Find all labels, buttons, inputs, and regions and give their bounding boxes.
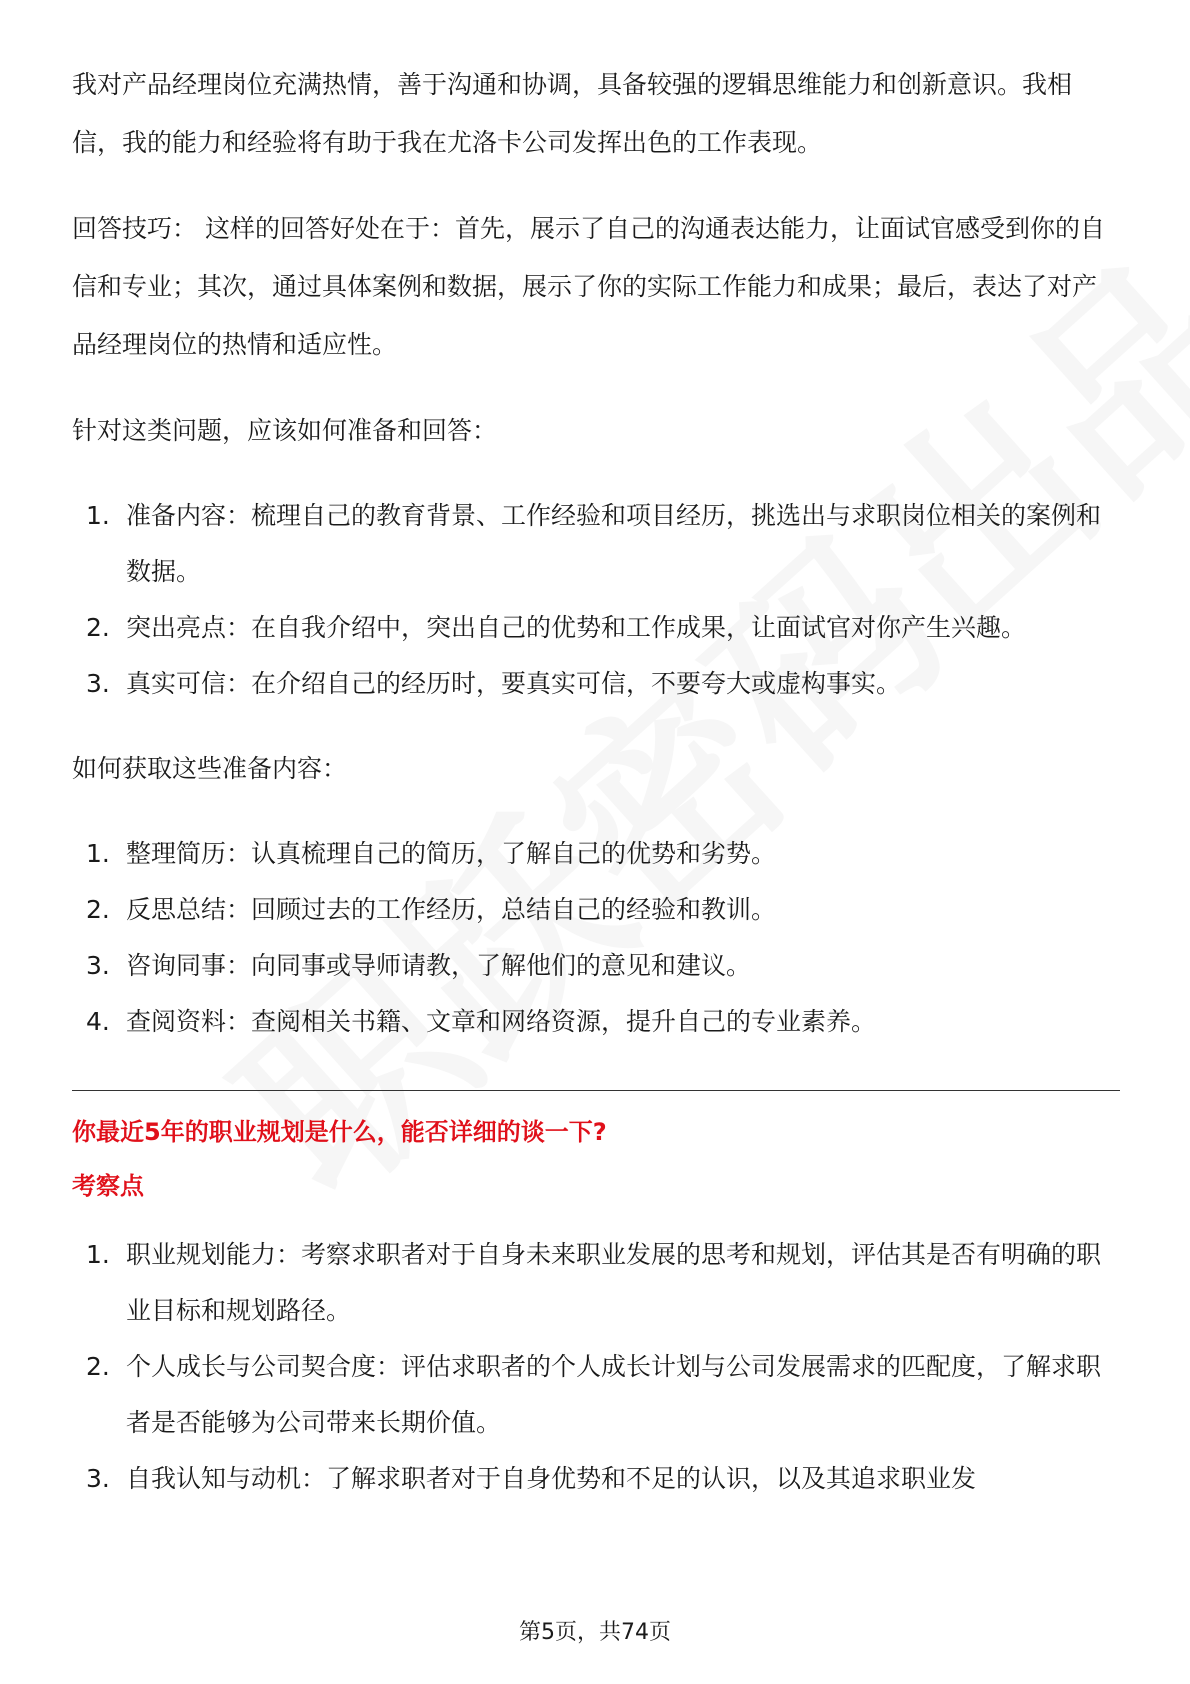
list-item-text: 自我认知与动机：了解求职者对于自身优势和不足的认识，以及其追求职业发 — [126, 1464, 977, 1493]
page-footer: 第5页，共74页 — [519, 1620, 671, 1645]
exam-points-heading: 考察点 — [72, 1172, 144, 1200]
list-number: 4. — [86, 1007, 110, 1036]
list-item — [72, 656, 1120, 712]
list-item-text: 查阅资料：查阅相关书籍、文章和网络资源，提升自己的专业素养。 — [126, 1007, 877, 1036]
list-number: 2. — [86, 895, 110, 924]
question-heading: 你最近5年的职业规划是什么，能否详细的谈一下? — [72, 1118, 607, 1146]
list-item — [72, 1339, 1120, 1451]
list-number: 3. — [86, 669, 110, 698]
list-number: 1. — [86, 501, 110, 530]
intro-paragraph: 我对产品经理岗位充满热情，善于沟通和协调，具备较强的逻辑思维能力和创新意识。我相信，我的能力和经验将有助于我在尤洛卡公司发挥出色的工作表现。 — [72, 70, 1073, 157]
list-number: 1. — [86, 1240, 110, 1269]
list-item — [72, 1227, 1120, 1339]
list-item-text: 整理简历：认真梳理自己的简历，了解自己的优势和劣势。 — [126, 839, 777, 868]
obtain-list — [72, 826, 1120, 1050]
prepare-list — [72, 488, 1120, 712]
prepare-heading: 针对这类问题，应该如何准备和回答： — [72, 416, 498, 445]
obtain-heading: 如何获取这些准备内容： — [72, 754, 348, 783]
list-item-text: 准备内容：梳理自己的教育背景、工作经验和项目经历，挑选出与求职岗位相关的案例和数据。 — [126, 501, 1102, 586]
answer-tips-paragraph: 回答技巧： 这样的回答好处在于：首先，展示了自己的沟通表达能力，让面试官感受到你的自信和专业；其次，通过具体案例和数据，展示了你的实际工作能力和成果；最后，表达了对产品经理岗位的热情和适应性。 — [72, 214, 1105, 359]
list-item-text: 咨询同事：向同事或导师请教，了解他们的意见和建议。 — [126, 951, 752, 980]
list-item — [72, 488, 1120, 600]
list-item — [72, 600, 1120, 656]
list-item — [72, 1451, 1120, 1507]
list-item — [72, 994, 1120, 1050]
section-divider — [72, 1090, 1120, 1091]
list-item-text: 个人成长与公司契合度：评估求职者的个人成长计划与公司发展需求的匹配度，了解求职者是否能够为公司带来长期价值。 — [126, 1352, 1102, 1437]
list-item — [72, 938, 1120, 994]
list-number: 2. — [86, 613, 110, 642]
list-item — [72, 882, 1120, 938]
list-item-text: 职业规划能力：考察求职者对于自身未来职业发展的思考和规划，评估其是否有明确的职业目标和规划路径。 — [126, 1240, 1102, 1325]
list-item-text: 反思总结：回顾过去的工作经历，总结自己的经验和教训。 — [126, 895, 777, 924]
list-number: 3. — [86, 951, 110, 980]
document-page — [72, 56, 1120, 1507]
list-item-text: 突出亮点：在自我介绍中，突出自己的优势和工作成果，让面试官对你产生兴趣。 — [126, 613, 1027, 642]
list-number: 3. — [86, 1464, 110, 1493]
list-item-text: 真实可信：在介绍自己的经历时，要真实可信，不要夸大或虚构事实。 — [126, 669, 902, 698]
list-item — [72, 826, 1120, 882]
list-number: 2. — [86, 1352, 110, 1381]
list-number: 1. — [86, 839, 110, 868]
exam-points-list — [72, 1227, 1120, 1507]
